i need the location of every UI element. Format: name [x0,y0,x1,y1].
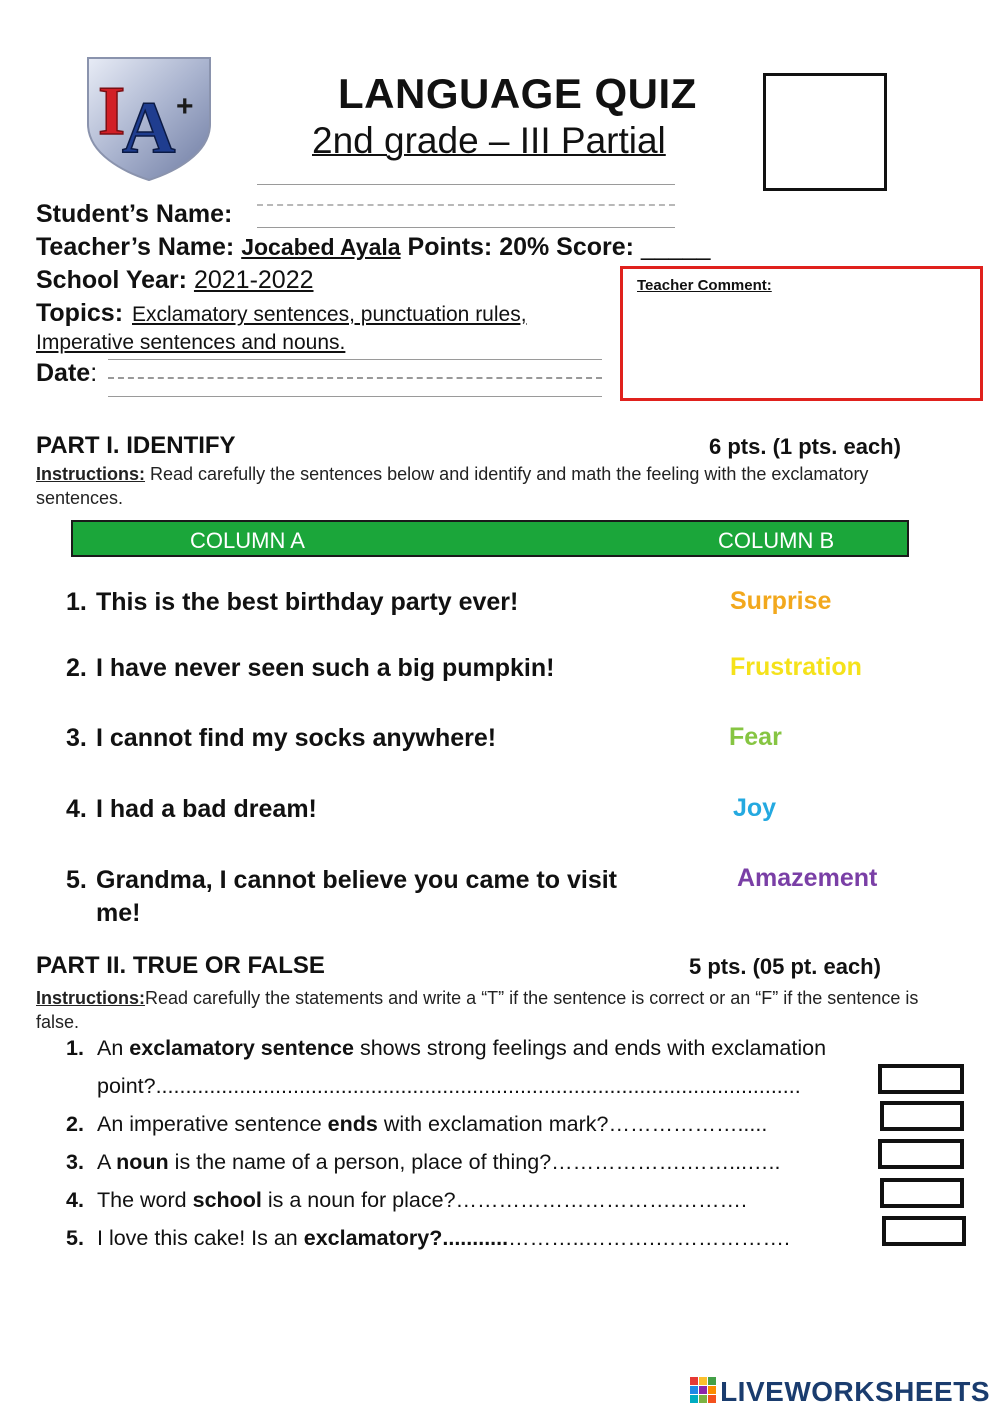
tf-text: A [97,1150,117,1174]
tf-keyword: ends [327,1112,378,1136]
school-year-row [36,266,314,295]
tf-number: 3. [66,1150,84,1174]
student-name-input-line[interactable] [257,227,675,228]
feeling-option[interactable]: Frustration [730,653,862,681]
student-name-label: Student’s Name: [36,200,233,228]
feeling-option[interactable]: Surprise [730,587,832,615]
part1-title: PART I. IDENTIFY [36,432,236,459]
divider-line [257,184,675,185]
tf-text: ………..……….………………. [508,1226,790,1250]
answer-box-2[interactable] [880,1101,964,1131]
student-name-line [257,204,675,206]
answer-box-1[interactable] [878,1064,964,1094]
school-year-label: School Year: [36,266,187,294]
topics-value-line2: Imperative sentences and nouns. [36,331,346,354]
column-b-header: COLUMN B [718,528,835,553]
date-row [36,359,97,388]
school-year-value: 2021-2022 [193,266,314,294]
part1-instructions [36,462,936,510]
sentence-item[interactable] [66,864,636,930]
tf-statement [66,1036,826,1061]
topics-label: Topics: [36,299,124,327]
sentence-text: Grandma, I cannot believe you came to visit me! [96,866,617,927]
tf-text: An imperative sentence [97,1112,328,1136]
page-title: LANGUAGE QUIZ [338,70,697,117]
topics-value-line1: Exclamatory sentences, punctuation rules, [132,303,527,326]
sentence-text: This is the best birthday party ever! [96,588,519,616]
date-label: Date [36,359,91,387]
answer-box-4[interactable] [880,1178,964,1208]
teacher-name-label: Teacher’s Name: [36,233,235,261]
sentence-text: I have never seen such a big pumpkin! [96,654,555,682]
date-colon: : [90,359,98,387]
column-a-header: COLUMN A [190,528,305,553]
score-box[interactable] [763,73,887,191]
points-label: Points: 20% Score: [407,233,634,261]
tf-statement [66,1226,878,1251]
tf-text: with exclamation mark?………………..... [377,1112,768,1136]
sentence-item[interactable] [66,722,666,755]
tf-keyword: noun [116,1150,169,1174]
teacher-name-value: Jocabed Ayala [241,234,401,260]
column-header-bar [71,520,909,557]
divider-line [108,359,602,360]
tf-text: shows strong feelings and ends with exclamation [353,1036,827,1060]
feeling-option[interactable]: Amazement [737,864,878,892]
sentence-number: 1. [66,588,87,616]
teacher-comment-box[interactable] [620,266,983,401]
liveworksheets-logo-icon [690,1377,716,1408]
footer-brand-text: LIVEWORKSHEETS [720,1376,990,1407]
tf-keyword: school [192,1188,262,1212]
svg-text:A: A [122,87,176,169]
school-logo [84,54,214,182]
tf-text: is the name of a person, place of thing?……………….……...….. [168,1150,781,1174]
divider-line [108,396,602,397]
sentence-number: 2. [66,654,87,682]
page-subtitle: 2nd grade – III Partial [312,120,666,161]
sentence-number: 4. [66,795,87,823]
svg-text:I: I [98,73,126,150]
answer-box-3[interactable] [878,1139,964,1169]
tf-text: An [97,1036,130,1060]
part1-instructions-label: Instructions: [36,464,146,484]
footer-brand [690,1376,990,1408]
sentence-number: 3. [66,724,87,752]
tf-statement [66,1188,878,1213]
feeling-option[interactable]: Fear [729,723,782,751]
tf-number: 5. [66,1226,84,1250]
sentence-text: I cannot find my socks anywhere! [96,724,497,752]
svg-text:+: + [176,90,194,123]
score-blank[interactable]: _____ [640,233,711,261]
part2-instructions [36,986,956,1034]
part2-points: 5 pts. (05 pt. each) [689,954,881,979]
tf-number: 2. [66,1112,84,1136]
part1-points: 6 pts. (1 pts. each) [709,434,901,459]
tf-text: is a noun for place?………………………….………. [261,1188,747,1212]
tf-number: 4. [66,1188,84,1212]
tf-text: The word [97,1188,193,1212]
tf-statement-continued: point?............................................................................................................ [97,1074,801,1098]
tf-keyword: exclamatory sentence [129,1036,354,1060]
sentence-item[interactable] [66,652,666,685]
sentence-number: 5. [66,866,87,894]
tf-number: 1. [66,1036,84,1060]
feeling-option[interactable]: Joy [733,794,777,822]
tf-statement [66,1112,878,1137]
sentence-text: I had a bad dream! [96,795,317,823]
answer-box-5[interactable] [882,1216,966,1246]
date-input-line[interactable] [108,377,602,379]
part2-instructions-label: Instructions: [36,988,146,1008]
part2-instructions-text: Read carefully the statements and write a “T” if the sentence is correct or an “F” if the sentence is false. [36,988,919,1032]
teacher-comment-label: Teacher Comment: [637,277,772,294]
tf-statement [66,1150,878,1175]
teacher-row [36,233,710,262]
part1-instructions-text: Read carefully the sentences below and identify and math the feeling with the exclamatory sentences. [36,464,869,508]
tf-keyword: exclamatory?........... [303,1226,509,1250]
part2-title: PART II. TRUE OR FALSE [36,952,325,979]
sentence-item[interactable] [66,586,666,619]
sentence-item[interactable] [66,793,666,826]
tf-text: I love this cake! Is an [97,1226,304,1250]
